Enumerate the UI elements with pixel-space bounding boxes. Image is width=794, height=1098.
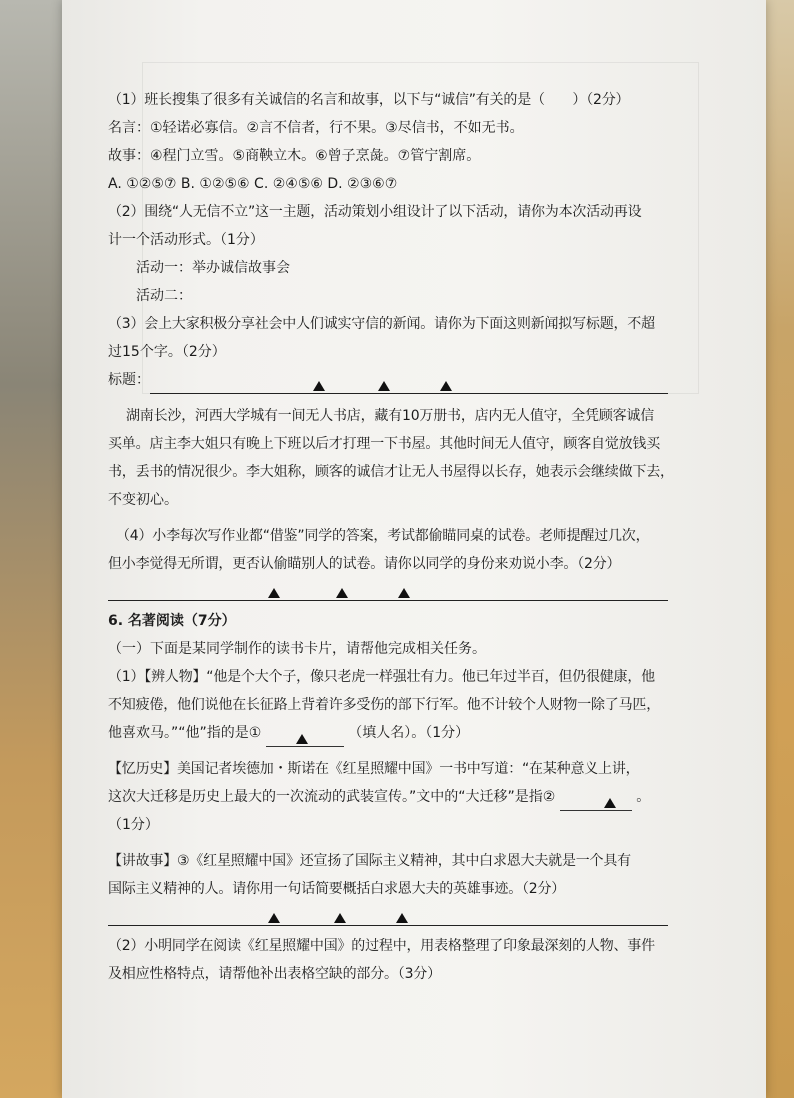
identify-character-line1: （1）【辨人物】“他是个大个子，像只老虎一样强壮有力。他已年过半百，但仍很健康，他 (108, 669, 655, 685)
triangle-marker-icon (604, 798, 616, 808)
recall-history-line1: 【忆历史】美国记者埃德加・斯诺在《红星照耀中国》一书中写道：“在某种意义上讲， (108, 761, 640, 777)
tell-story-line2: 国际主义精神的人。请你用一句话简要概括白求恩大夫的英雄事迹。（2分） (108, 881, 566, 897)
triangle-marker-icon (296, 734, 308, 744)
character-name-blank[interactable] (266, 728, 344, 747)
q1-options: A. ①②⑤⑦ B. ①②⑤⑥ C. ②④⑤⑥ D. ②③⑥⑦ (108, 176, 398, 192)
identify-character-suffix: （填人名）。（1分） (348, 725, 470, 741)
great-migration-blank[interactable] (560, 792, 632, 811)
q2-stem: （2）围绕“人无信不立”这一主题，活动策划小组设计了以下活动，请你为本次活动再设 (108, 204, 642, 220)
q4-stem-cont: 但小李觉得无所谓，更否认偷瞄别人的试卷。请你以同学的身份来劝说小李。（2分） (108, 556, 621, 572)
q3-stem-cont: 过15个字。（2分） (108, 344, 226, 360)
news-paragraph-line1: 湖南长沙，河西大学城有一间无人书店，藏有10万册书，店内无人值守，全凭顾客诚信 (126, 408, 655, 424)
q2-activity-two: 活动二： (136, 288, 192, 304)
exam-content (108, 86, 674, 988)
q1-stem: （1）班长搜集了很多有关诚信的名言和故事，以下与“诚信”有关的是（ ）（2分） (108, 92, 630, 108)
q4-stem: （4）小李每次写作业都“借鉴”同学的答案，考试都偷瞄同桌的试卷。老师提醒过几次， (116, 528, 650, 544)
identify-character-line3 (108, 719, 668, 747)
q3-title-label: 标题： (108, 372, 150, 388)
q3-stem: （3）会上大家积极分享社会中人们诚实守信的新闻。请你为下面这则新闻拟写标题，不超 (108, 316, 655, 332)
news-paragraph-line4: 不变初心。 (108, 492, 178, 508)
q3-title-answer-row (108, 366, 668, 394)
identify-character-prompt: 他喜欢马。”“他”指的是① (108, 725, 262, 741)
table-task-line2: 及相应性格特点，请帮他补出表格空缺的部分。（3分） (108, 966, 441, 982)
q1-stories: 故事：④程门立雪。⑤商鞅立木。⑥曾子烹彘。⑦管宁割席。 (108, 148, 481, 164)
tell-story-line1: 【讲故事】③《红星照耀中国》还宣扬了国际主义精神，其中白求恩大夫就是一个具有 (108, 853, 631, 869)
recall-history-prompt: 这次大迁移是历史上最大的一次流动的武装宣传。”文中的“大迁移”是指② (108, 789, 556, 805)
triangle-marker-icon (396, 913, 408, 923)
q1-quotes: 名言：①轻诺必寡信。②言不信者，行不果。③尽信书，不如无书。 (108, 120, 524, 136)
section-6-part1-intro: （一）下面是某同学制作的读书卡片，请帮他完成相关任务。 (108, 641, 486, 657)
recall-history-score: （1分） (108, 817, 159, 833)
bethune-answer-line[interactable] (108, 903, 668, 926)
q4-answer-line[interactable] (108, 578, 668, 601)
q3-title-answer-line[interactable] (150, 373, 668, 394)
news-paragraph-line3: 书，丢书的情况很少。李大姐称，顾客的诚信才让无人书屋得以长存，她表示会继续做下去， (108, 464, 674, 480)
triangle-marker-icon (334, 913, 346, 923)
triangle-marker-icon (398, 588, 410, 598)
identify-character-line2: 不知疲倦，他们说他在长征路上背着许多受伤的部下行军。他不计较个人财物一除了马匹， (108, 697, 660, 713)
section-6-heading: 6. 名著阅读（7分） (108, 613, 236, 629)
triangle-marker-icon (268, 588, 280, 598)
triangle-marker-icon (268, 913, 280, 923)
triangle-marker-icon (378, 381, 390, 391)
recall-history-suffix: 。 (636, 789, 651, 805)
q2-stem-cont: 计一个活动形式。（1分） (108, 232, 264, 248)
news-paragraph-line2: 买单。店主李大姐只有晚上下班以后才打理一下书屋。其他时间无人值守，顾客自觉放钱买 (108, 436, 660, 452)
recall-history-line2 (108, 783, 668, 811)
q2-activity-one: 活动一：举办诚信故事会 (136, 260, 290, 276)
triangle-marker-icon (440, 381, 452, 391)
triangle-marker-icon (313, 381, 325, 391)
triangle-marker-icon (336, 588, 348, 598)
table-task-line1: （2）小明同学在阅读《红星照耀中国》的过程中，用表格整理了印象最深刻的人物、事件 (108, 938, 655, 954)
